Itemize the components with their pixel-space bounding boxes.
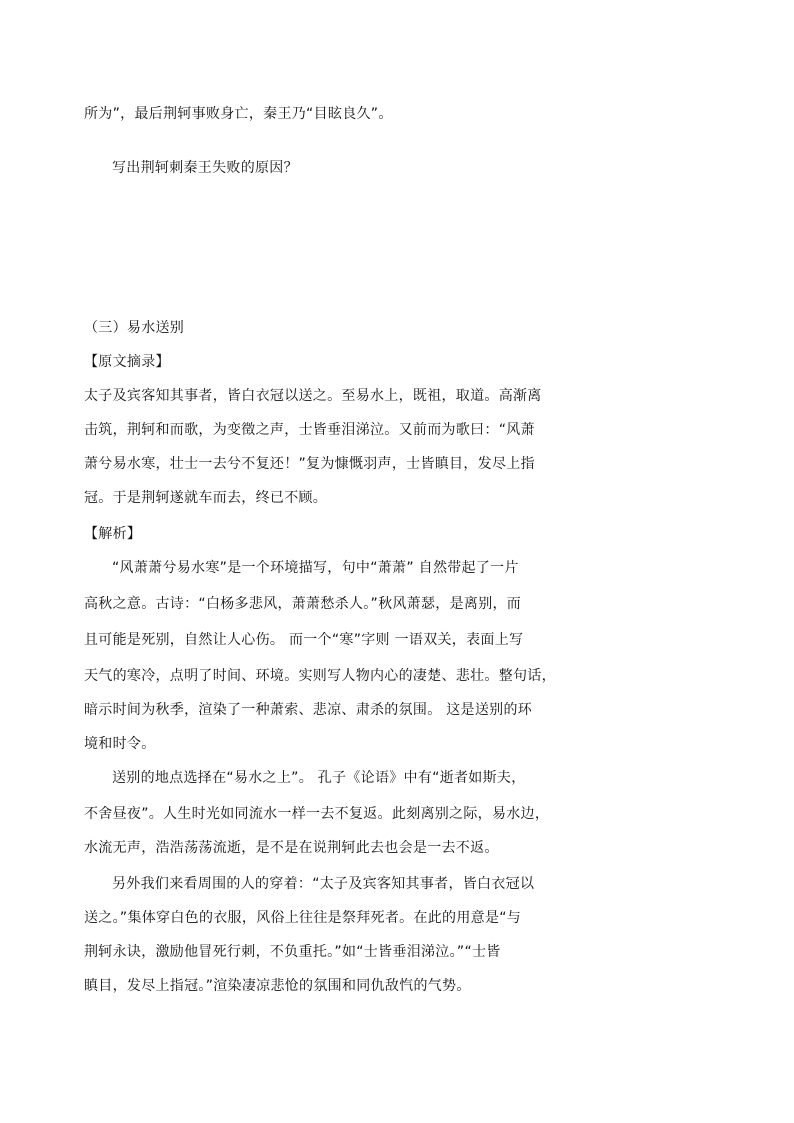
question-line: 写出荆轲刺秦王失败的原因？ (112, 160, 298, 176)
original-line-1: 太子及宾客知其事者，皆白衣冠以送之。至易水上，既祖，取道。高渐离 (84, 388, 542, 404)
analysis-p1-line-2: 高秋之意。古诗：“白杨多悲风，萧萧愁杀人。”秋风萧瑟，是离别，而 (84, 596, 522, 612)
analysis-p2-line-1: 送别的地点选择在“易水之上”。 孔子《论语》中有“逝者如斯夫， (112, 770, 526, 786)
analysis-p1-line-3: 且可能是死别，自然让人心伤。 而一个“寒”字则 一语双关，表面上写 (84, 632, 524, 648)
analysis-p1-line-5: 暗示时间为秋季，渲染了一种萧索、悲凉、肃杀的氛围。 这是送别的环 (84, 702, 533, 718)
analysis-p3-line-1: 另外我们来看周围的人的穿着：“太子及宾客知其事者，皆白衣冠以 (112, 876, 535, 892)
analysis-p3-line-2: 送之。”集体穿白色的衣服，风俗上往往是祭拜死者。在此的用意是“与 (84, 910, 522, 926)
section-title: （三）易水送别 (84, 320, 185, 336)
analysis-p3-line-3: 荆轲永诀，激励他冒死行刺，不负重托。”如“士皆垂泪涕泣。”“士皆 (84, 944, 501, 960)
analysis-p2-line-2: 不舍昼夜”。人生时光如同流水一样一去不复返。此刻离别之际，易水边， (84, 806, 550, 822)
analysis-p1-line-4: 天气的寒冷，点明了时间、环境。实则写人物内心的凄楚、悲壮。整句话， (84, 668, 556, 684)
original-line-4: 冠。于是荆轲遂就车而去，终已不顾。 (84, 490, 328, 506)
analysis-heading: 【解析】 (84, 526, 142, 542)
analysis-p1-line-6: 境和时令。 (84, 736, 156, 752)
original-line-2: 击筑，荆轲和而歌，为变徵之声，士皆垂泪涕泣。又前而为歌曰：“风萧 (84, 422, 535, 438)
original-line-3: 萧兮易水寒，壮士一去兮不复还！”复为慷慨羽声，士皆瞋目，发尽上指 (84, 456, 535, 472)
original-heading: 【原文摘录】 (84, 354, 170, 370)
intro-tail-line: 所为”，最后荆轲事败身亡，秦王乃“目眩良久”。 (84, 106, 393, 122)
analysis-p3-line-4: 瞋目，发尽上指冠。”渲染凄凉悲怆的氛围和同仇敌忾的气势。 (84, 978, 471, 994)
analysis-p1-line-1: “风萧萧兮易水寒”是一个环境描写，句中“萧萧” 自然带起了一片 (112, 560, 519, 576)
analysis-p2-line-3: 水流无声，浩浩荡荡流逝，是不是在说荆轲此去也会是一去不返。 (84, 840, 499, 856)
